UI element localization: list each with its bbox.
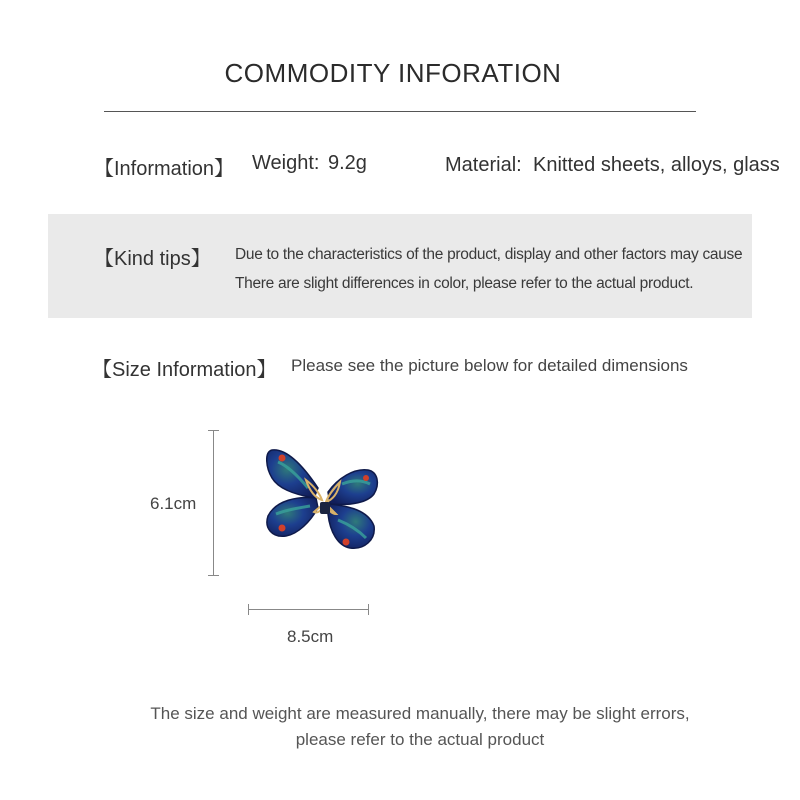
- size-information-label: 【Size Information】: [92, 359, 277, 381]
- kind-tips-line-1: Due to the characteristics of the product, display and other factors may cause: [235, 246, 743, 263]
- width-dimension-label: 8.5cm: [287, 627, 334, 646]
- footer-line-1: The size and weight are measured manually, there may be slight errors,: [150, 704, 690, 723]
- butterfly-brooch-image: [258, 440, 388, 560]
- material-label: Material:: [445, 154, 522, 176]
- height-dimension-tick-top: [208, 430, 219, 431]
- material-value: Knitted sheets, alloys, glass: [533, 154, 780, 176]
- height-dimension-line: [213, 430, 214, 575]
- weight-value: 9.2g: [328, 152, 367, 174]
- size-information-note: Please see the picture below for detailed dimensions: [291, 356, 688, 375]
- width-dimension-tick-right: [368, 604, 369, 615]
- height-dimension-label: 6.1cm: [150, 494, 197, 513]
- width-dimension-tick-left: [248, 604, 249, 615]
- kind-tips-label: 【Kind tips】: [94, 248, 211, 270]
- height-dimension-tick-bottom: [208, 575, 219, 576]
- width-dimension-line: [248, 609, 369, 610]
- title-divider: [104, 111, 696, 112]
- footer-line-2: please refer to the actual product: [295, 730, 545, 749]
- kind-tips-line-2: There are slight differences in color, please refer to the actual product.: [235, 275, 694, 292]
- weight-label: Weight:: [252, 152, 320, 174]
- information-label: 【Information】: [94, 158, 235, 180]
- page-title: COMMODITY INFORATION: [224, 58, 562, 88]
